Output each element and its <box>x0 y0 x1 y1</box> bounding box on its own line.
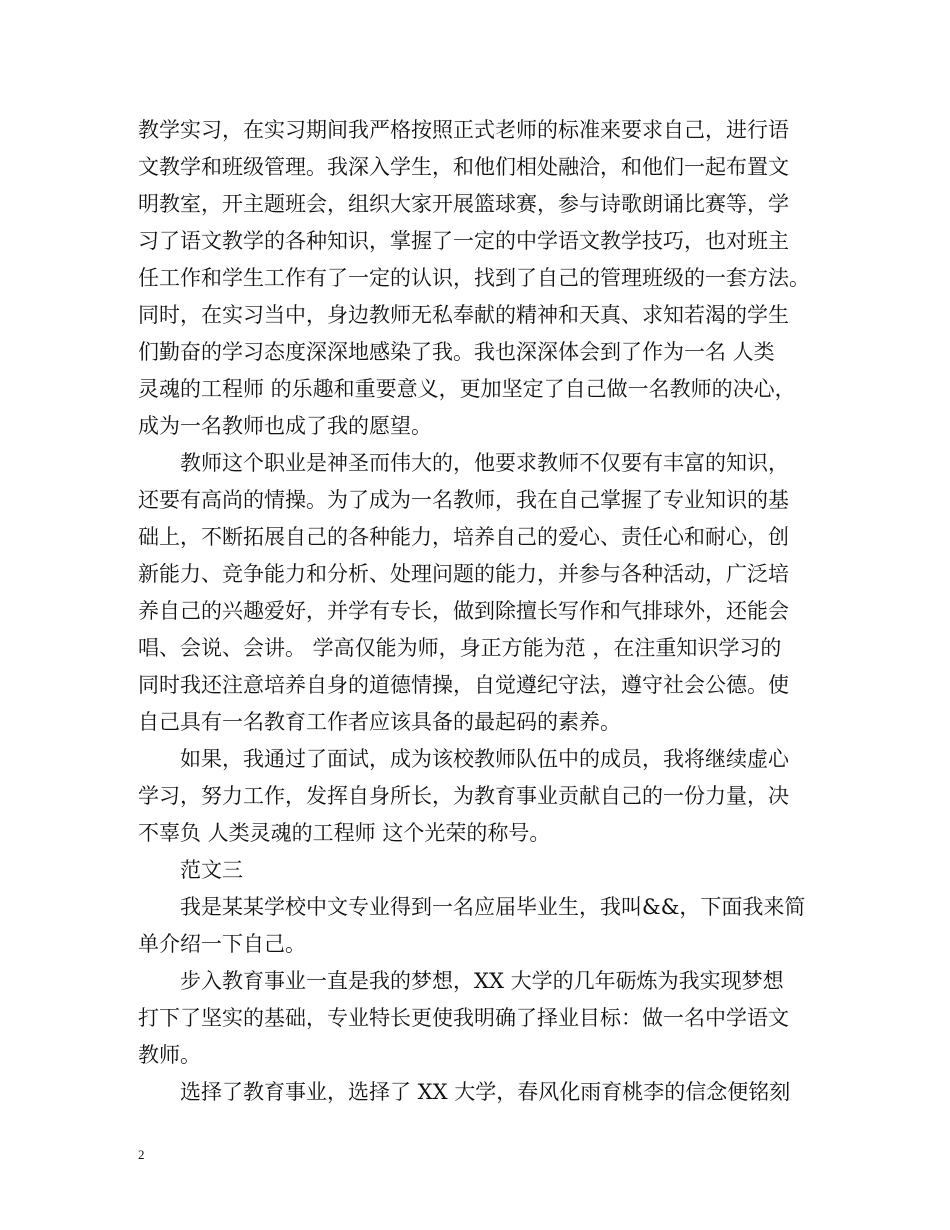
text-line: 任工作和学生工作有了一定的认识，找到了自己的管理班级的一套方法。 <box>138 266 810 290</box>
text-line: 明教室，开主题班会，组织大家开展篮球赛，参与诗歌朗诵比赛等，学 <box>138 192 789 216</box>
text-line: 教师这个职业是神圣而伟大的，他要求教师不仅要有丰富的知识， <box>138 451 789 475</box>
text-line: 成为一名教师也成了我的愿望。 <box>138 414 432 438</box>
text-line: 新能力、竞争能力和分析、处理问题的能力，并参与各种活动，广泛培 <box>138 562 789 586</box>
text-line: 不辜负 人类灵魂的工程师 这个光荣的称号。 <box>138 821 551 845</box>
text-line: 同时我还注意培养自身的道德情操，自觉遵纪守法，遵守社会公德。使 <box>138 673 789 697</box>
text-line: 单介绍一下自己。 <box>138 932 306 956</box>
text-line: 还要有高尚的情操。为了成为一名教师，我在自己掌握了专业知识的基 <box>138 488 789 512</box>
text-line: 础上，不断拓展自己的各种能力，培养自己的爱心、责任心和耐心，创 <box>138 525 789 549</box>
text-line: 灵魂的工程师 的乐趣和重要意义，更加坚定了自己做一名教师的决心， <box>138 377 796 401</box>
page-number: 2 <box>138 1147 145 1162</box>
text-line: 同时，在实习当中，身边教师无私奉献的精神和天真、求知若渴的学生 <box>138 303 789 327</box>
text-line: 步入教育事业一直是我的梦想，XX 大学的几年砺炼为我实现梦想 <box>138 969 784 993</box>
text-line: 们勤奋的学习态度深深地感染了我。我也深深体会到了作为一名 人类 <box>138 340 775 364</box>
text-line: 习了语文教学的各种知识，掌握了一定的中学语文教学技巧，也对班主 <box>138 229 789 253</box>
text-line: 如果，我通过了面试，成为该校教师队伍中的成员，我将继续虚心 <box>138 747 789 771</box>
text-line: 养自己的兴趣爱好，并学有专长，做到除擅长写作和气排球外，还能会 <box>138 599 789 623</box>
text-line: 打下了坚实的基础，专业特长更使我明确了择业目标：做一名中学语文 <box>138 1006 789 1030</box>
text-line: 教师。 <box>138 1043 201 1067</box>
section-heading: 范文三 <box>138 858 243 882</box>
text-line: 选择了教育事业，选择了 XX 大学，春风化雨育桃李的信念便铭刻 <box>138 1080 791 1104</box>
text-line: 自己具有一名教育工作者应该具备的最起码的素养。 <box>138 710 621 734</box>
text-line: 文教学和班级管理。我深入学生，和他们相处融洽，和他们一起布置文 <box>138 155 789 179</box>
text-line: 教学实习，在实习期间我严格按照正式老师的标准来要求自己，进行语 <box>138 118 789 142</box>
text-line: 唱、会说、会讲。 学高仅能为师，身正方能为范 ，在注重知识学习的 <box>138 636 782 660</box>
text-line: 我是某某学校中文专业得到一名应届毕业生，我叫&&，下面我来简 <box>138 895 806 919</box>
text-line: 学习，努力工作，发挥自身所长，为教育事业贡献自己的一份力量，决 <box>138 784 789 808</box>
body-text <box>138 112 818 1111</box>
